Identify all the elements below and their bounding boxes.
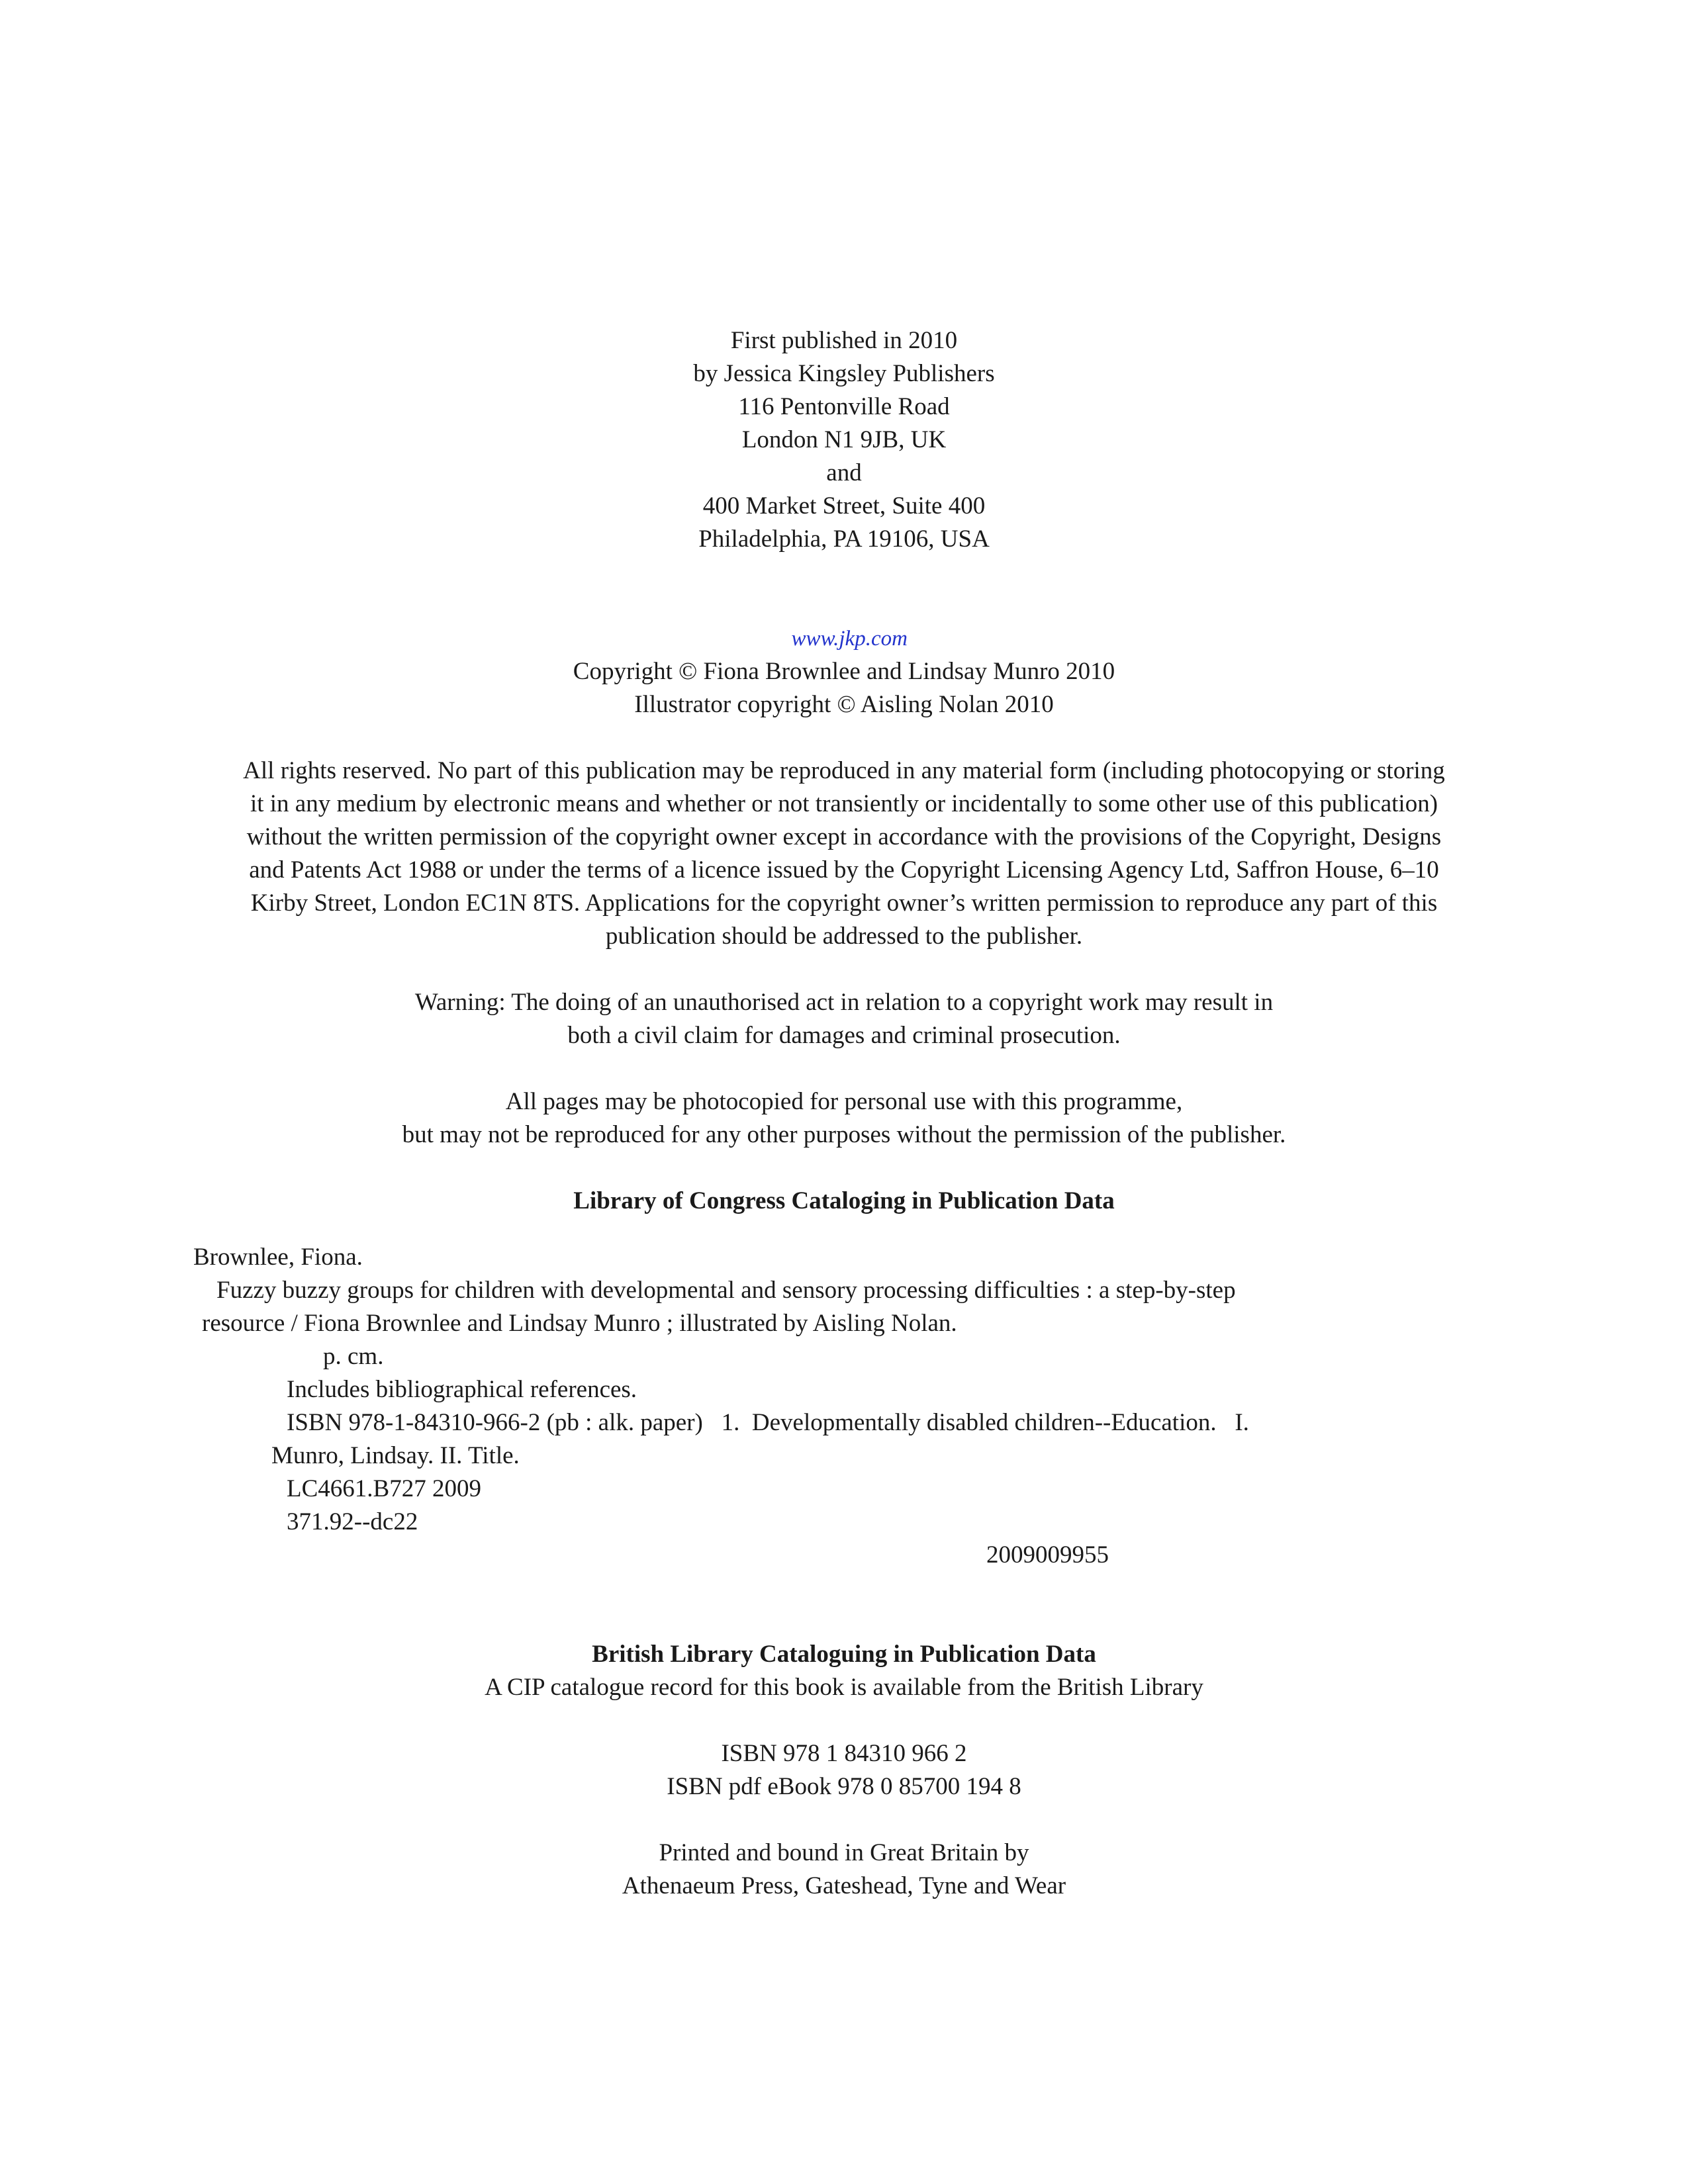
publisher-website-link[interactable]: www.jkp.com [791,627,908,651]
loc-line: Fuzzy buzzy groups for children with developmental and sensory processing difficulties : a step-by-step [216,1277,1236,1304]
publisher-line: Philadelphia, PA 19106, USA [698,525,990,553]
rights-line: Kirby Street, London EC1N 8TS. Applications for the copyright owner’s written permission to reproduce any part of this [250,889,1438,917]
publisher-line: and [826,459,862,486]
british-line: A CIP catalogue record for this book is available from the British Library [485,1674,1203,1701]
british-heading: British Library Cataloguing in Publication Data [592,1641,1096,1668]
isbn-line: ISBN 978 1 84310 966 2 [721,1740,967,1767]
warning-line: Warning: The doing of an unauthorised act in relation to a copyright work may result in [414,989,1274,1016]
loc-line: Includes bibliographical references. [287,1376,637,1403]
printer-line: Printed and bound in Great Britain by [659,1839,1029,1866]
loc-line: 371.92--dc22 [287,1508,418,1535]
publisher-line: by Jessica Kingsley Publishers [693,360,995,387]
rights-line: All rights reserved. No part of this publication may be reproduced in any material form (including photocopying or storing [243,757,1445,784]
rights-line: publication should be addressed to the publisher. [605,923,1083,950]
loc-line: resource / Fiona Brownlee and Lindsay Munro ; illustrated by Aisling Nolan. [202,1310,957,1337]
copyright-line: Illustrator copyright © Aisling Nolan 2010 [634,691,1054,718]
loc-line: Munro, Lindsay. II. Title. [271,1442,520,1469]
loc-line: p. cm. [323,1343,384,1370]
loc-control-number: 2009009955 [986,1541,1109,1569]
loc-line: Brownlee, Fiona. [193,1244,363,1271]
photocopy-line: All pages may be photocopied for personal use with this programme, [505,1088,1183,1115]
loc-line: ISBN 978-1-84310-966-2 (pb : alk. paper) 1. Developmentally disabled children--Education. I. [287,1409,1249,1436]
rights-line: it in any medium by electronic means and whether or not transiently or incidentally to some other use of this publication) [250,790,1438,817]
printer-line: Athenaeum Press, Gateshead, Tyne and Wear [622,1872,1066,1899]
publisher-line: First published in 2010 [730,327,958,354]
photocopy-line: but may not be reproduced for any other purposes without the permission of the publisher. [402,1121,1286,1148]
publisher-line: London N1 9JB, UK [741,426,947,453]
rights-line: and Patents Act 1988 or under the terms of a licence issued by the Copyright Licensing Agency Ltd, Saffron House, 6–10 [249,856,1439,884]
isbn-line: ISBN pdf eBook 978 0 85700 194 8 [667,1773,1021,1800]
loc-line: LC4661.B727 2009 [287,1475,481,1502]
publisher-line: 400 Market Street, Suite 400 [702,492,986,520]
publisher-line: 116 Pentonville Road [738,393,950,420]
warning-line: both a civil claim for damages and criminal prosecution. [567,1022,1121,1049]
copyright-line: Copyright © Fiona Brownlee and Lindsay Munro 2010 [573,658,1115,685]
loc-heading: Library of Congress Cataloging in Publication Data [573,1187,1115,1214]
rights-line: without the written permission of the copyright owner except in accordance with the provisions of the Copyright, Designs [246,823,1442,850]
